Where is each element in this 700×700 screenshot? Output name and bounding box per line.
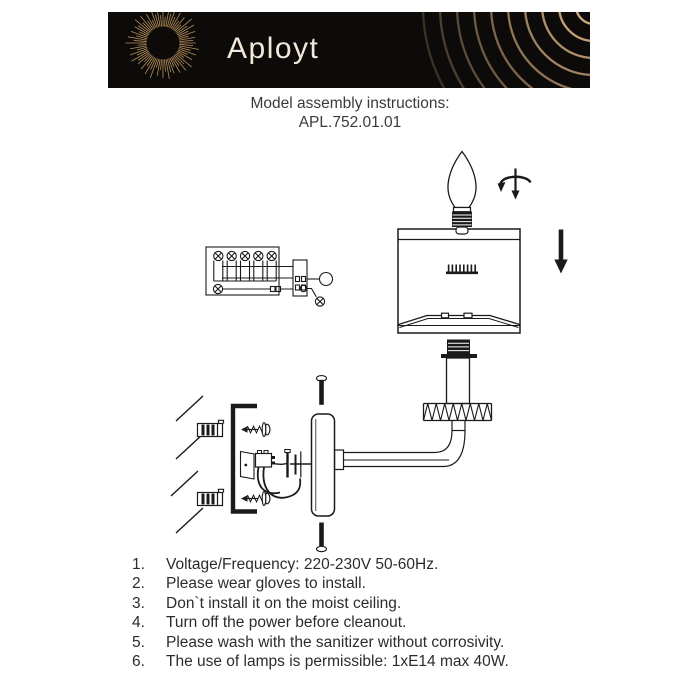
instruction-number: 5. <box>132 633 145 651</box>
canopy-screw-top <box>317 376 327 405</box>
lampshade <box>398 229 520 333</box>
lamp-symbol <box>267 251 276 260</box>
instruction-number: 2. <box>132 575 145 593</box>
wall-anchor <box>198 420 224 436</box>
lampshade-figure <box>344 152 568 467</box>
wall-plate <box>312 414 335 516</box>
arm-hinge <box>335 450 344 470</box>
instruction-item <box>132 574 592 593</box>
instruction-text: The use of lamps is permissible: 1xE14 max 40W. <box>166 653 509 671</box>
instruction-item <box>132 613 592 632</box>
instruction-number: 6. <box>132 653 145 671</box>
instruction-item <box>132 633 592 652</box>
instruction-number: 4. <box>132 614 145 632</box>
instruction-item <box>132 555 592 574</box>
instruction-list <box>132 555 592 671</box>
brand-name: Aployt <box>227 31 320 65</box>
lamp-symbol <box>213 284 222 293</box>
canopy-screw-bottom <box>317 523 327 552</box>
rotate-arrow-icon <box>498 169 531 200</box>
lamp-symbol <box>254 251 263 260</box>
wall-anchor <box>198 489 224 505</box>
instruction-text: Voltage/Frequency: 220-230V 50-60Hz. <box>166 556 439 573</box>
hanger-pin <box>285 450 312 478</box>
back-plate <box>241 452 255 480</box>
instruction-number: 1. <box>132 556 145 573</box>
mounting-screw <box>241 492 270 506</box>
bulb <box>448 152 476 235</box>
neutral-terminal-symbol <box>320 273 333 286</box>
down-arrow-icon <box>554 230 567 274</box>
lamp-symbol <box>227 251 236 260</box>
crown-collar <box>424 404 492 421</box>
wiring-diagram <box>206 247 333 306</box>
instruction-number: 3. <box>132 594 145 612</box>
instruction-text: Please wear gloves to install. <box>166 575 366 593</box>
product-code: APL.752.01.01 <box>298 113 402 131</box>
mounting-screw <box>241 423 270 437</box>
page-title: Model assembly instructions: <box>250 95 450 112</box>
socket-and-candle <box>344 340 492 467</box>
lamp-symbol <box>214 251 223 260</box>
instruction-text: Don`t install it on the moist ceiling. <box>166 594 402 612</box>
instruction-item <box>132 652 592 671</box>
lamp-symbol <box>240 251 249 260</box>
lamp-symbol <box>315 297 324 306</box>
instruction-text: Please wash with the sanitizer without corrosivity. <box>166 633 505 651</box>
junction-box <box>256 451 276 468</box>
wall-mounting-figure <box>171 376 344 552</box>
instruction-item <box>132 594 592 613</box>
wall-hatching <box>171 396 203 533</box>
instruction-text: Turn off the power before cleanout. <box>166 614 407 632</box>
